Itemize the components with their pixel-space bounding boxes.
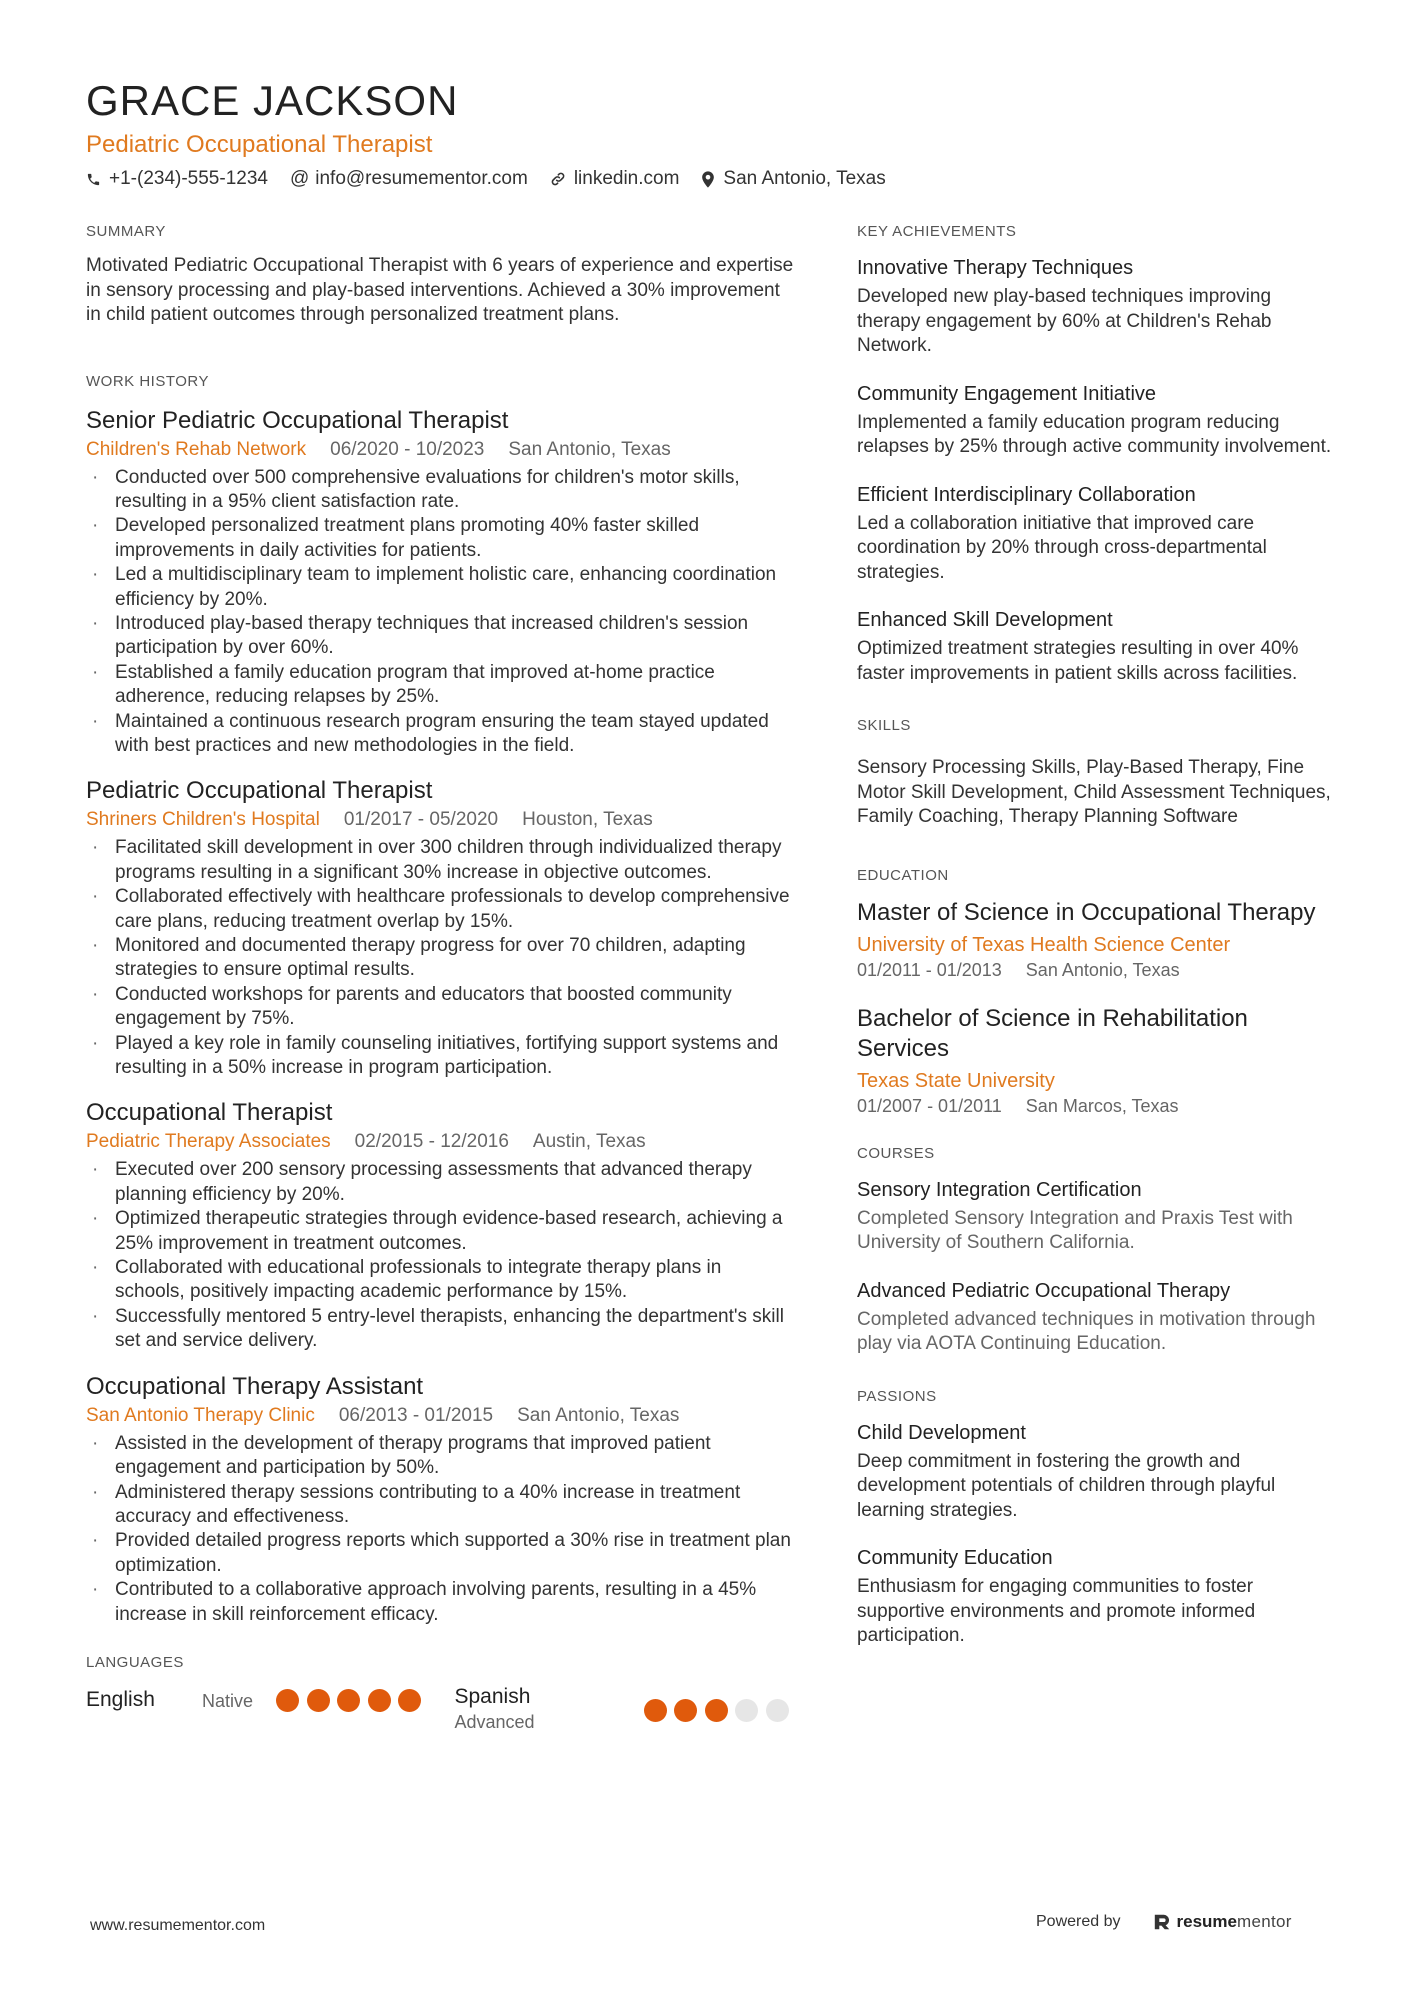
job-bullet: · Collaborated effectively with healthcare professionals to develop comprehensive care plans, reducing treatment overlap by 15%. bbox=[86, 885, 796, 934]
rating-dot-filled bbox=[307, 1689, 330, 1712]
achievement-text: Optimized treatment strategies resulting in over 40% faster improvements in patient skills across facilities. bbox=[857, 638, 1299, 684]
passion-text: Enthusiasm for engaging communities to foster supportive environments and promote informed participation. bbox=[857, 1576, 1256, 1646]
phone-text: +1-(234)-555-1234 bbox=[109, 168, 268, 189]
rating-dot-filled bbox=[276, 1689, 299, 1712]
language-level: Advanced bbox=[454, 1711, 535, 1732]
education-degree: Bachelor of Science in Rehabilitation Services bbox=[857, 1004, 1248, 1062]
job-location: Austin, Texas bbox=[532, 1131, 646, 1153]
courses-heading: COURSES bbox=[857, 1144, 935, 1162]
rating-dot-filled bbox=[398, 1689, 421, 1712]
work-history-heading: WORK HISTORY bbox=[86, 372, 209, 390]
linkedin-text: linkedin.com bbox=[573, 168, 680, 189]
location-text: San Antonio, Texas bbox=[723, 168, 886, 189]
rating-dot-filled bbox=[705, 1699, 728, 1722]
education-degree: Master of Science in Occupational Therapy bbox=[857, 898, 1316, 926]
at-icon: @ bbox=[289, 168, 310, 189]
job-dates: 01/2017 - 05/2020 bbox=[343, 809, 499, 831]
education-location: San Antonio, Texas bbox=[1025, 959, 1180, 980]
summary-section bbox=[86, 222, 796, 328]
education-location: San Marcos, Texas bbox=[1025, 1095, 1179, 1116]
job-bullet: · Introduced play-based therapy techniques that increased children's session participation by over 60%. bbox=[86, 612, 796, 661]
language-name: Spanish bbox=[454, 1684, 531, 1708]
job-dates: 06/2020 - 10/2023 bbox=[330, 438, 485, 460]
job-bullet: · Led a multidisciplinary team to implement holistic care, enhancing coordination efficiency by 20%. bbox=[86, 563, 796, 612]
phone-icon bbox=[86, 172, 101, 187]
contact-location bbox=[701, 166, 885, 192]
job-entry bbox=[86, 1098, 796, 1353]
resume-header bbox=[86, 74, 1336, 192]
education-heading: EDUCATION bbox=[857, 866, 949, 884]
job-title: Occupational Therapy Assistant bbox=[86, 1372, 424, 1400]
job-bullet: · Conducted over 500 comprehensive evaluations for children's motor skills, resulting in a 95% client satisfaction rate. bbox=[86, 466, 796, 515]
work-history-section bbox=[86, 372, 796, 1627]
achievement-item bbox=[857, 481, 1332, 586]
language-labels bbox=[454, 1684, 644, 1734]
job-bullet: · Successfully mentored 5 entry-level therapists, enhancing the department's skill set and service delivery. bbox=[86, 1305, 796, 1354]
course-item bbox=[857, 1277, 1332, 1357]
achievement-text: Developed new play-based techniques improving therapy engagement by 60% at Children's Rehab Network. bbox=[857, 286, 1272, 356]
job-company: Children's Rehab Network bbox=[86, 438, 307, 460]
job-bullet: · Administered therapy sessions contributing to a 40% increase in treatment accuracy and effectiveness. bbox=[86, 1481, 796, 1530]
language-name: English bbox=[86, 1687, 155, 1711]
passion-item bbox=[857, 1419, 1332, 1524]
achievement-item bbox=[857, 606, 1332, 686]
job-bullet: · Facilitated skill development in over 300 children through individualized therapy programs resulting in a significant 30% increase in objective outcomes. bbox=[86, 836, 796, 885]
right-column bbox=[857, 222, 1332, 1685]
rating-dot-filled bbox=[337, 1689, 360, 1712]
achievement-title: Innovative Therapy Techniques bbox=[857, 257, 1134, 279]
job-title: Occupational Therapist bbox=[86, 1099, 333, 1127]
education-item bbox=[857, 898, 1332, 982]
language-rating bbox=[644, 1699, 797, 1722]
job-bullets bbox=[86, 1158, 796, 1353]
education-dates: 01/2007 - 01/2011 bbox=[857, 1095, 1002, 1116]
location-pin-icon bbox=[701, 171, 715, 188]
languages-section bbox=[86, 1653, 796, 1734]
resumementor-logo-icon bbox=[1153, 1913, 1171, 1931]
job-company: Shriners Children's Hospital bbox=[86, 809, 320, 831]
achievement-item bbox=[857, 254, 1332, 359]
course-text: Completed Sensory Integration and Praxis Test with University of Southern California. bbox=[857, 1207, 1293, 1253]
passion-title: Child Development bbox=[857, 1421, 1026, 1444]
rating-dot-empty bbox=[735, 1699, 758, 1722]
course-text: Completed advanced techniques in motivation through play via AOTA Continuing Education. bbox=[857, 1308, 1316, 1354]
language-rating bbox=[276, 1689, 429, 1712]
achievement-title: Efficient Interdisciplinary Collaboration bbox=[857, 483, 1196, 506]
rating-dot-filled bbox=[674, 1699, 697, 1722]
footer-brand bbox=[1036, 1912, 1292, 1932]
courses-section bbox=[857, 1144, 1332, 1357]
job-bullets bbox=[86, 836, 796, 1080]
brand-light: mentor bbox=[1236, 1912, 1292, 1931]
education-school: Texas State University bbox=[857, 1069, 1055, 1092]
job-bullet: · Optimized therapeutic strategies through evidence-based research, achieving a 25% improvement in treatment outcomes. bbox=[86, 1207, 796, 1256]
job-bullet: · Developed personalized treatment plans promoting 40% faster skilled improvements in daily activities for patients. bbox=[86, 514, 796, 563]
job-entry bbox=[86, 406, 796, 759]
rating-dot-filled bbox=[644, 1699, 667, 1722]
job-bullet: · Monitored and documented therapy progress for over 70 children, adapting strategies to ensure optimal results. bbox=[86, 934, 796, 983]
education-meta bbox=[857, 1094, 1332, 1118]
achievement-title: Community Engagement Initiative bbox=[857, 382, 1157, 405]
contact-email[interactable] bbox=[290, 166, 528, 192]
passion-text: Deep commitment in fostering the growth and development potentials of children through playful learning strategies. bbox=[857, 1450, 1276, 1521]
job-meta bbox=[86, 438, 796, 462]
skills-text: Sensory Processing Skills, Play-Based Therapy, Fine Motor Skill Development, Child Assessment Techniques, Family Coaching, Therapy Planning Software bbox=[857, 757, 1331, 827]
skills-section bbox=[857, 716, 1332, 830]
education-section bbox=[857, 866, 1332, 1118]
contact-bar bbox=[86, 166, 1336, 192]
skills-heading: SKILLS bbox=[857, 717, 911, 734]
summary-heading: SUMMARY bbox=[86, 223, 166, 240]
education-item bbox=[857, 1004, 1332, 1118]
job-company: Pediatric Therapy Associates bbox=[86, 1131, 331, 1153]
job-bullet: · Assisted in the development of therapy programs that improved patient engagement and participation by 50%. bbox=[86, 1432, 796, 1481]
job-location: Houston, Texas bbox=[522, 809, 653, 831]
rating-dot-empty bbox=[766, 1699, 789, 1722]
language-level: Native bbox=[202, 1690, 254, 1711]
job-bullet: · Collaborated with educational professionals to integrate therapy plans in schools, positively impacting academic performance by 15%. bbox=[86, 1256, 796, 1305]
job-bullet: · Contributed to a collaborative approach involving parents, resulting in a 45% increase in skill reinforcement efficacy. bbox=[86, 1578, 796, 1627]
job-bullets bbox=[86, 466, 796, 759]
passions-section bbox=[857, 1387, 1332, 1649]
candidate-name: GRACE JACKSON bbox=[86, 77, 459, 124]
job-meta bbox=[86, 1130, 796, 1154]
course-item bbox=[857, 1176, 1332, 1256]
job-bullet: · Provided detailed progress reports which supported a 30% rise in treatment plan optimization. bbox=[86, 1529, 796, 1578]
brand-logo[interactable] bbox=[1153, 1912, 1292, 1932]
job-dates: 06/2013 - 01/2015 bbox=[338, 1404, 494, 1426]
education-meta bbox=[857, 958, 1332, 982]
job-bullet: · Maintained a continuous research program ensuring the team stayed updated with best practices and new methodologies in the field. bbox=[86, 710, 796, 759]
job-meta bbox=[86, 808, 796, 832]
education-school: University of Texas Health Science Center bbox=[857, 933, 1231, 956]
job-meta bbox=[86, 1404, 796, 1428]
languages-heading: LANGUAGES bbox=[86, 1653, 184, 1671]
achievements-section bbox=[857, 222, 1332, 686]
powered-by-label: Powered by bbox=[1036, 1913, 1121, 1930]
achievement-item bbox=[857, 380, 1332, 460]
job-entry bbox=[86, 1372, 796, 1627]
job-bullet: · Played a key role in family counseling initiatives, fortifying support systems and resulting in a 50% increase in program participation. bbox=[86, 1032, 796, 1081]
email-text: info@resumementor.com bbox=[315, 168, 528, 189]
job-location: San Antonio, Texas bbox=[508, 438, 671, 460]
language-item bbox=[454, 1684, 797, 1734]
course-title: Sensory Integration Certification bbox=[857, 1178, 1142, 1201]
job-dates: 02/2015 - 12/2016 bbox=[354, 1131, 509, 1153]
candidate-title: Pediatric Occupational Therapist bbox=[86, 131, 433, 158]
job-entry bbox=[86, 776, 796, 1080]
languages-row bbox=[86, 1684, 796, 1734]
job-bullet: · Established a family education program that improved at-home practice adherence, reducing relapses by 25%. bbox=[86, 661, 796, 710]
contact-linkedin[interactable] bbox=[550, 166, 680, 192]
job-bullet: · Executed over 200 sensory processing assessments that advanced therapy planning efficiency by 20%. bbox=[86, 1158, 796, 1207]
course-title: Advanced Pediatric Occupational Therapy bbox=[857, 1279, 1231, 1302]
achievements-heading: KEY ACHIEVEMENTS bbox=[857, 223, 1017, 240]
summary-text: Motivated Pediatric Occupational Therapist with 6 years of experience and expertise in sensory processing and play-based interventions. Achieved a 30% improvement in child patient outcomes through personalized treatment plans. bbox=[86, 255, 794, 325]
passion-item bbox=[857, 1544, 1332, 1649]
language-item bbox=[86, 1687, 455, 1713]
achievement-title: Enhanced Skill Development bbox=[857, 609, 1113, 631]
job-location: San Antonio, Texas bbox=[517, 1404, 680, 1426]
achievement-text: Implemented a family education program reducing relapses by 25% through active community involvement. bbox=[857, 411, 1332, 457]
brand-bold: resume bbox=[1176, 1912, 1237, 1931]
passion-title: Community Education bbox=[857, 1547, 1053, 1569]
link-icon bbox=[550, 171, 566, 187]
job-bullet: · Conducted workshops for parents and educators that boosted community engagement by 75%. bbox=[86, 983, 796, 1032]
contact-phone bbox=[86, 166, 268, 192]
job-company: San Antonio Therapy Clinic bbox=[86, 1404, 315, 1426]
achievement-text: Led a collaboration initiative that improved care coordination by 20% through cross-departmental strategies. bbox=[857, 512, 1267, 583]
rating-dot-filled bbox=[368, 1689, 391, 1712]
job-title: Senior Pediatric Occupational Therapist bbox=[86, 406, 509, 434]
job-title: Pediatric Occupational Therapist bbox=[86, 777, 433, 805]
passions-heading: PASSIONS bbox=[857, 1387, 937, 1405]
footer-website[interactable]: www.resumementor.com bbox=[90, 1917, 266, 1934]
job-bullets bbox=[86, 1432, 796, 1627]
education-dates: 01/2011 - 01/2013 bbox=[857, 959, 1002, 980]
left-column bbox=[86, 222, 796, 1734]
